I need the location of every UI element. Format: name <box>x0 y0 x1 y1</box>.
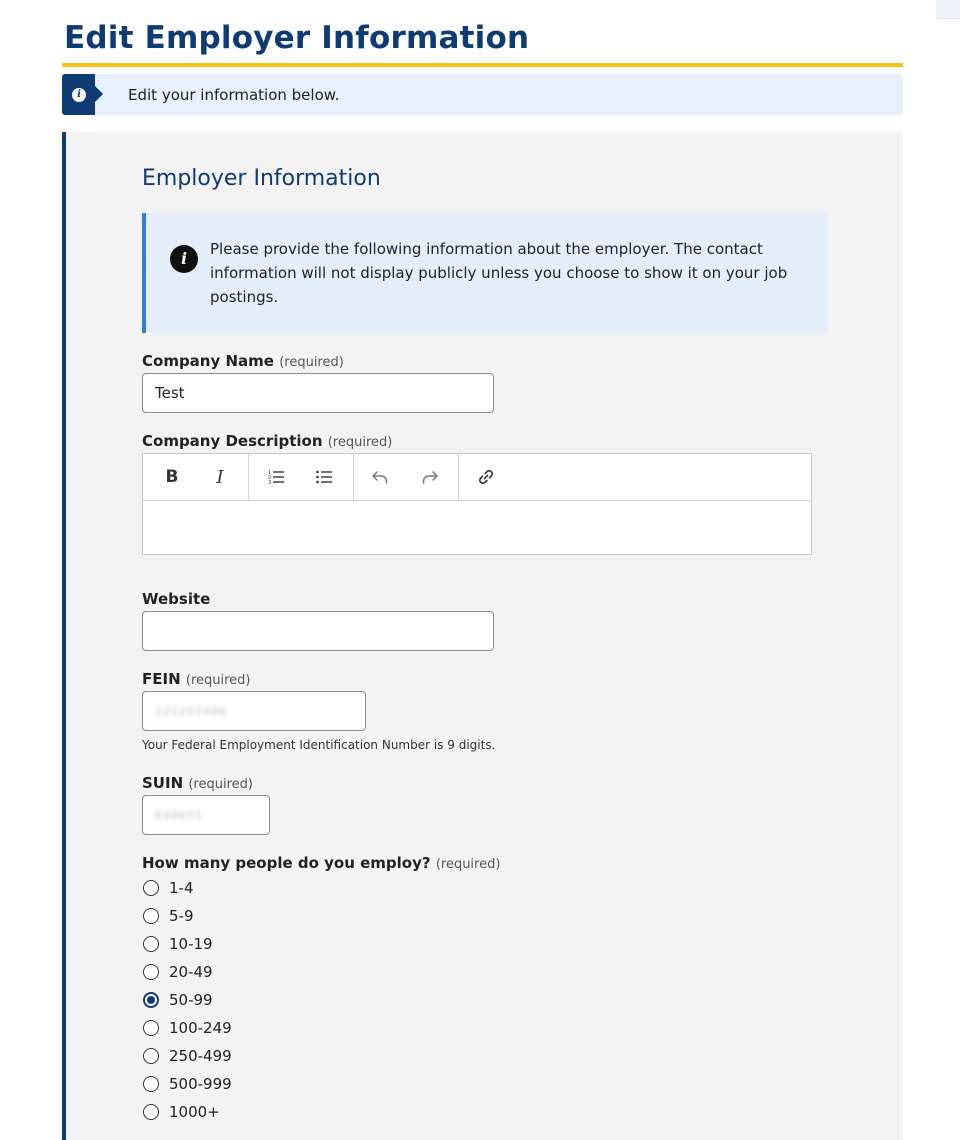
employees-option[interactable] <box>142 932 213 956</box>
title-underline <box>62 63 903 67</box>
page-title: Edit Employer Information <box>64 20 530 56</box>
ordered-list-button[interactable] <box>261 463 291 491</box>
company-description-label <box>142 432 392 450</box>
label-text: SUIN <box>142 774 184 792</box>
employees-option-label: 5-9 <box>169 907 194 925</box>
fein-value: 121203486 <box>155 704 227 718</box>
company-name-label <box>142 352 344 370</box>
toolbar-divider <box>248 454 249 500</box>
employees-option-label: 250-499 <box>169 1047 232 1065</box>
radio-button[interactable] <box>143 880 159 896</box>
radio-button[interactable] <box>143 1020 159 1036</box>
radio-button-selected[interactable] <box>143 992 159 1008</box>
radio-button[interactable] <box>143 1076 159 1092</box>
undo-button[interactable] <box>365 463 395 491</box>
employees-option[interactable] <box>142 988 213 1012</box>
employees-option[interactable] <box>142 876 194 900</box>
employees-option[interactable] <box>142 1100 220 1124</box>
company-description-textarea[interactable] <box>143 501 811 554</box>
redo-button[interactable] <box>415 463 445 491</box>
label-text: Website <box>142 590 211 608</box>
label-text: Company Description <box>142 432 323 450</box>
toolbar-divider <box>353 454 354 500</box>
company-description-editor <box>142 453 812 555</box>
required-tag: (required) <box>435 857 501 872</box>
corner-tab <box>936 0 960 19</box>
radio-button[interactable] <box>143 908 159 924</box>
suin-label <box>142 774 253 792</box>
employees-option-label: 20-49 <box>169 963 213 981</box>
link-icon <box>477 468 495 486</box>
edit-info-banner <box>62 74 903 115</box>
info-alert <box>142 213 828 333</box>
bullet-list-icon <box>315 468 333 486</box>
radio-button[interactable] <box>143 936 159 952</box>
link-button[interactable] <box>471 463 501 491</box>
banner-message: Edit your information below. <box>128 86 340 104</box>
banner-tag <box>62 74 95 115</box>
employees-option-label: 500-999 <box>169 1075 232 1093</box>
employees-option-label: 50-99 <box>169 991 213 1009</box>
employees-label <box>142 854 500 872</box>
info-alert-text: Please provide the following information about the employer. The contact information will not display publicly unless you choose to show it on your job postings. <box>210 240 788 306</box>
bullet-list-button[interactable] <box>309 463 339 491</box>
website-input[interactable] <box>142 611 494 651</box>
radio-button[interactable] <box>143 964 159 980</box>
suin-input[interactable] <box>142 795 270 835</box>
label-text: How many people do you employ? <box>142 854 431 872</box>
radio-button[interactable] <box>143 1104 159 1120</box>
ordered-list-icon <box>267 468 285 486</box>
label-text: FEIN <box>142 670 181 688</box>
svg-text:3: 3 <box>268 480 272 486</box>
required-tag: (required) <box>279 355 344 370</box>
italic-button[interactable]: I <box>216 466 224 488</box>
undo-icon <box>371 468 389 486</box>
info-icon: i <box>72 88 86 102</box>
svg-text:1: 1 <box>268 470 272 476</box>
label-text: Company Name <box>142 352 274 370</box>
fein-input[interactable] <box>142 691 366 731</box>
employees-option[interactable] <box>142 960 213 984</box>
svg-text:2: 2 <box>268 475 272 481</box>
suin-value: 648651 <box>155 808 203 822</box>
editor-toolbar <box>143 454 811 501</box>
fein-label <box>142 670 251 688</box>
company-name-input[interactable] <box>142 373 494 413</box>
fein-hint: Your Federal Employment Identification Number is 9 digits. <box>142 738 496 752</box>
employees-option[interactable] <box>142 1016 232 1040</box>
required-tag: (required) <box>185 673 251 688</box>
employees-option-label: 1-4 <box>169 879 194 897</box>
employees-option[interactable] <box>142 1044 232 1068</box>
employees-option-label: 1000+ <box>169 1103 220 1121</box>
employees-option[interactable] <box>142 1072 232 1096</box>
required-tag: (required) <box>327 435 393 450</box>
section-heading: Employer Information <box>142 166 381 191</box>
redo-icon <box>421 468 439 486</box>
bold-button[interactable]: B <box>165 467 179 487</box>
employees-option-label: 10-19 <box>169 935 213 953</box>
required-tag: (required) <box>188 777 253 792</box>
toolbar-divider <box>458 454 459 500</box>
info-icon: i <box>170 245 198 273</box>
website-label <box>142 590 210 608</box>
radio-button[interactable] <box>143 1048 159 1064</box>
employees-option-label: 100-249 <box>169 1019 232 1037</box>
employees-option[interactable] <box>142 904 194 928</box>
